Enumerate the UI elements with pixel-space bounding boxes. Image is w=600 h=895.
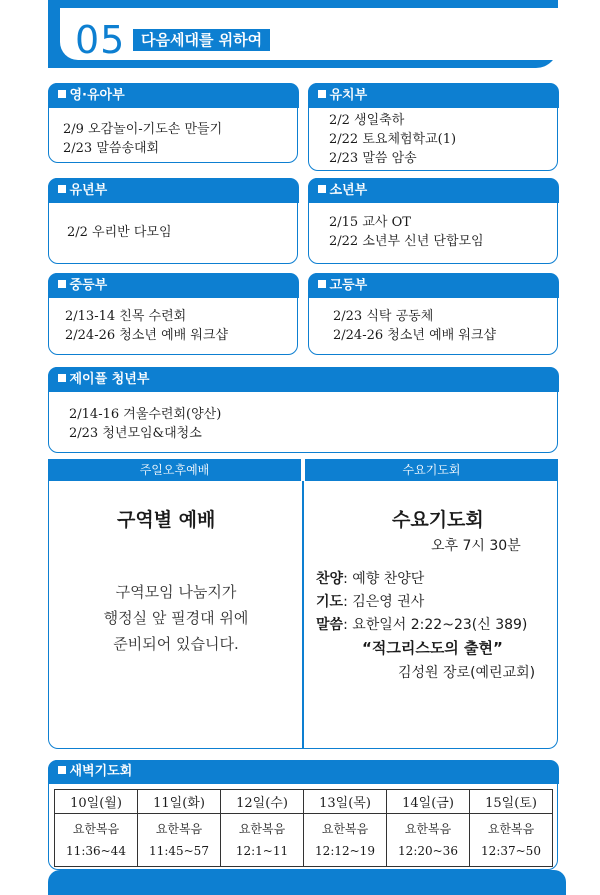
praise-value: : 예향 찬양단 [343,571,425,587]
sunday-worship-section [48,481,302,749]
square-bullet-icon [58,766,66,774]
infant-dept-items [63,120,289,158]
high-dept-items [333,307,549,345]
book-name: 요한복음 [404,822,452,836]
book-name: 요한복음 [321,822,369,836]
sunday-worship-title: 구역별 예배 [117,509,216,531]
kinder-dept-header [308,83,559,108]
sunday-notice-line: 준비되어 있습니다. [113,635,239,653]
word-value: : 요한일서 2:22~23(신 389) [343,617,528,633]
verse-range: 11:45~57 [149,844,209,858]
scripture-cell [387,814,470,867]
middle-dept-box [48,273,298,355]
square-bullet-icon [318,185,326,193]
kinder-dept-items [329,111,549,168]
list-item: 2/24-26 청소년 예배 워크샵 [333,328,496,343]
square-bullet-icon [58,90,66,98]
infant-dept-header [48,83,299,108]
book-name: 요한복음 [487,822,535,836]
youngkids-dept-header [48,178,299,203]
footer-bar [48,870,566,895]
scripture-cell [138,814,221,867]
sermon-title: “적그리스도의 출현” [362,639,503,657]
list-item: 2/22 소년부 신년 단합모임 [329,234,484,249]
dawn-schedule-table [54,789,553,867]
section-title: 다음세대를 위하여 [133,29,270,51]
youth-dept-items [329,213,549,251]
middle-dept-title: 중등부 [69,277,108,293]
verse-range: 12:20~36 [398,844,458,858]
disciple-dept-box [48,367,558,453]
list-item: 2/23 청년모임&대청소 [69,426,202,441]
disciple-dept-items [69,405,549,443]
list-item: 2/9 오감놀이-기도손 만들기 [63,122,223,137]
day-cell: 12일(수) [221,790,304,814]
dawn-prayer-title: 새벽기도회 [69,763,133,779]
section-number: 05 [75,18,126,62]
square-bullet-icon [58,374,66,382]
worship-panel [48,459,558,749]
table-row [55,814,553,867]
day-cell: 14일(금) [387,790,470,814]
scripture-cell [470,814,553,867]
table-row [55,790,553,814]
prayer-value: : 김은영 권사 [343,594,425,610]
word-label: 말씀 [316,617,344,633]
list-item: 2/2 우리반 다모임 [67,225,172,240]
list-item: 2/23 말씀 암송 [329,151,417,166]
youngkids-dept-box [48,178,298,264]
list-item: 2/23 식탁 공동체 [333,309,434,324]
disciple-dept-title: 제이플 청년부 [69,371,150,387]
list-item: 2/13-14 친목 수련회 [65,309,187,324]
middle-dept-items [65,307,289,345]
high-dept-box [308,273,558,355]
verse-range: 12:1~11 [235,844,289,858]
day-cell: 13일(목) [304,790,387,814]
book-name: 요한복음 [238,822,286,836]
infant-dept-title: 영·유아부 [69,87,125,103]
high-dept-header [308,273,559,298]
verse-range: 12:37~50 [481,844,541,858]
youngkids-dept-title: 유년부 [69,182,108,198]
praise-line [316,568,424,588]
book-name: 요한복음 [155,822,203,836]
disciple-dept-header [48,367,559,392]
day-cell: 11일(화) [138,790,221,814]
verse-range: 12:12~19 [315,844,375,858]
youth-dept-title: 소년부 [329,182,368,198]
wednesday-time: 오후 7시 30분 [431,538,521,554]
square-bullet-icon [58,280,66,288]
wednesday-prayer-section [304,481,558,749]
day-cell: 15일(토) [470,790,553,814]
scripture-cell [221,814,304,867]
square-bullet-icon [58,185,66,193]
youth-dept-header [308,178,559,203]
list-item: 2/2 생일축하 [329,113,405,128]
day-cell: 10일(월) [55,790,138,814]
scripture-cell [304,814,387,867]
kinder-dept-box [308,83,558,171]
youth-dept-box [308,178,558,264]
infant-dept-box [48,83,298,163]
youngkids-dept-items [67,223,289,242]
dawn-prayer-header [48,760,198,784]
scripture-cell [55,814,138,867]
wednesday-prayer-header: 수요기도회 [305,459,558,481]
kinder-dept-title: 유치부 [329,87,368,103]
list-item: 2/23 말씀송대회 [63,141,160,156]
square-bullet-icon [318,280,326,288]
list-item: 2/24-26 청소년 예배 워크샵 [65,328,228,343]
wednesday-prayer-title: 수요기도회 [392,509,484,531]
list-item: 2/14-16 겨울수련회(양산) [69,407,222,422]
word-line [316,614,527,634]
middle-dept-header [48,273,299,298]
square-bullet-icon [318,90,326,98]
book-name: 요한복음 [72,822,120,836]
list-item: 2/22 토요체험학교(1) [329,132,457,147]
prayer-line [316,591,424,611]
verse-range: 11:36~44 [66,844,126,858]
praise-label: 찬양 [316,571,344,587]
prayer-label: 기도 [316,594,344,610]
sunday-notice-line: 행정실 앞 필경대 위에 [103,609,249,627]
dawn-header-strip [189,760,559,784]
list-item: 2/15 교사 OT [329,215,411,230]
high-dept-title: 고등부 [329,277,368,293]
preacher: 김성원 장로(예린교회) [398,665,536,681]
sunday-worship-header: 주일오후예배 [48,459,301,481]
sunday-notice-line: 구역모임 나눔지가 [115,583,237,601]
